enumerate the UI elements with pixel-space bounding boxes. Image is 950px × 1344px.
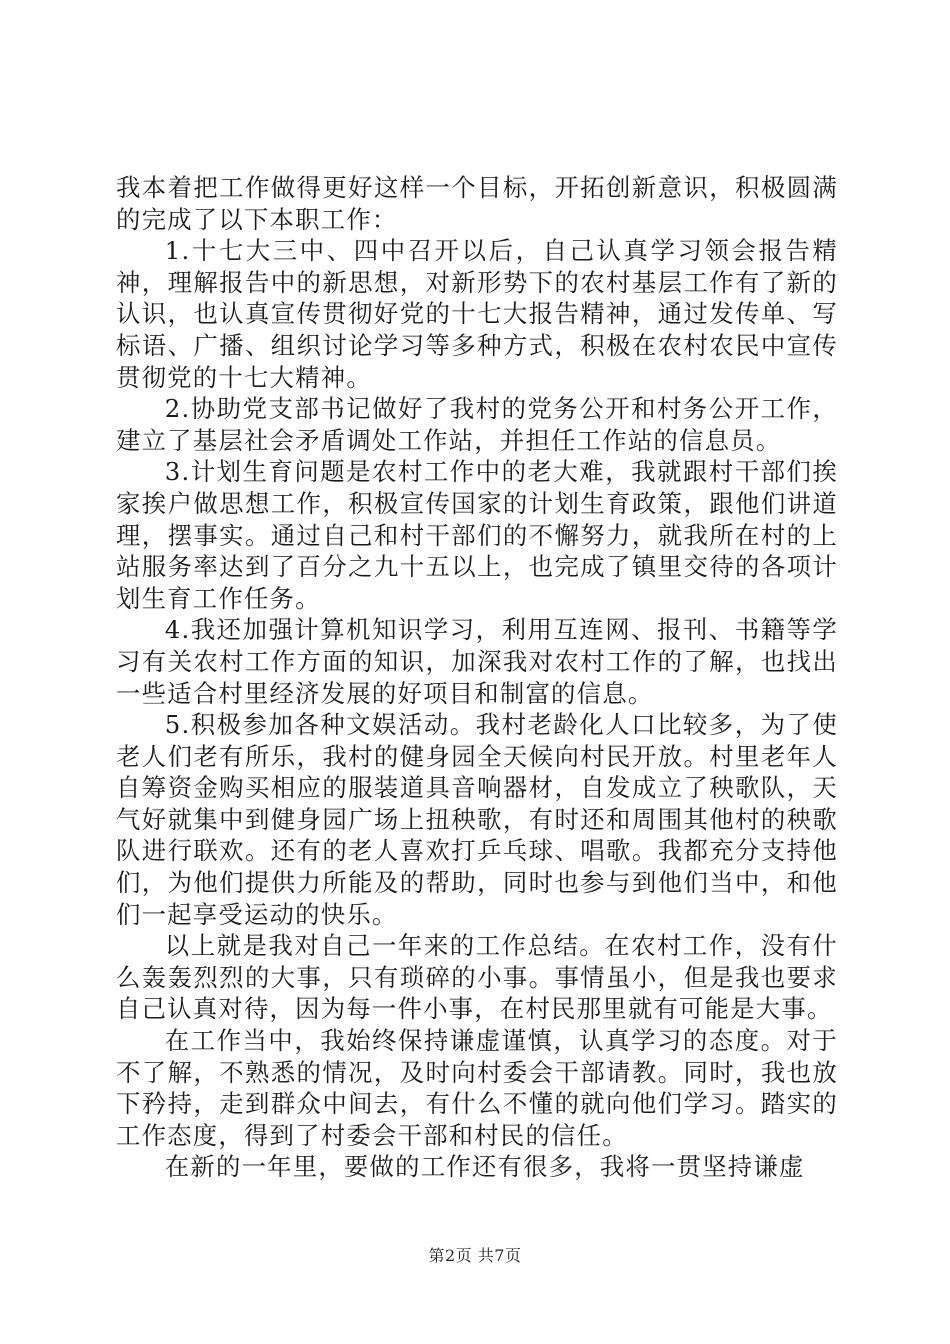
page-number-footer: 第2页 共7页 [428,1246,522,1265]
paragraph-item-2: 2.协助党支部书记做好了我村的党务公开和村务公开工作，建立了基层社会矛盾调处工作站，并担任工作站的信息员。 [116,394,838,455]
paragraph-item-5: 5.积极参加各种文娱活动。我村老龄化人口比较多，为了使老人们老有所乐，我村的健身园全天候向村民开放。村里老年人自筹资金购买相应的服装道具音响器材，自发成立了秧歌队，天气好就集中到健身园广场上扭秧歌，有时还和周围其他村的秧歌队进行联欢。还有的老人喜欢打乒乓球、唱歌。我都充分支持他们，为他们提供力所能及的帮助，同时也参与到他们当中，和他们一起享受运动的快乐。 [116,710,838,929]
paragraph-item-4: 4.我还加强计算机知识学习，利用互连网、报刊、书籍等学习有关农村工作方面的知识，加深我对农村工作的了解，也找出一些适合村里经济发展的好项目和制富的信息。 [116,615,838,708]
paragraph-item-1: 1.十七大三中、四中召开以后，自己认真学习领会报告精神，理解报告中的新思想，对新形势下的农村基层工作有了新的认识，也认真宣传贯彻好党的十七大报告精神，通过发传单、写标语、广播、组织讨论学习等多种方式，积极在农村农民中宣传贯彻党的十七大精神。 [116,236,838,392]
paragraph-intro: 我本着把工作做得更好这样一个目标，开拓创新意识，积极圆满的完成了以下本职工作： [116,173,838,234]
paragraph-item-3: 3.计划生育问题是农村工作中的老大难，我就跟村干部们挨家挨户做思想工作，积极宣传国家的计划生育政策，跟他们讲道理，摆事实。通过自己和村干部们的不懈努力，就我所在村的上站服务率达到了百分之九十五以上，也完成了镇里交待的各项计划生育工作任务。 [116,457,838,613]
paragraph-attitude: 在工作当中，我始终保持谦虚谨慎，认真学习的态度。对于不了解，不熟悉的情况，及时向村委会干部请教。同时，我也放下矜持，走到群众中间去，有什么不懂的就向他们学习。踏实的工作态度，得到了村委会干部和村民的信任。 [116,1026,838,1150]
document-body [116,172,838,1183]
paragraph-outlook: 在新的一年里，要做的工作还有很多，我将一贯坚持谦虚 [164,1152,805,1182]
paragraph-summary: 以上就是我对自己一年来的工作总结。在农村工作，没有什么轰轰烈烈的大事，只有琐碎的小事。事情虽小，但是我也要求自己认真对待，因为每一件小事，在村民那里就有可能是大事。 [116,931,838,1024]
